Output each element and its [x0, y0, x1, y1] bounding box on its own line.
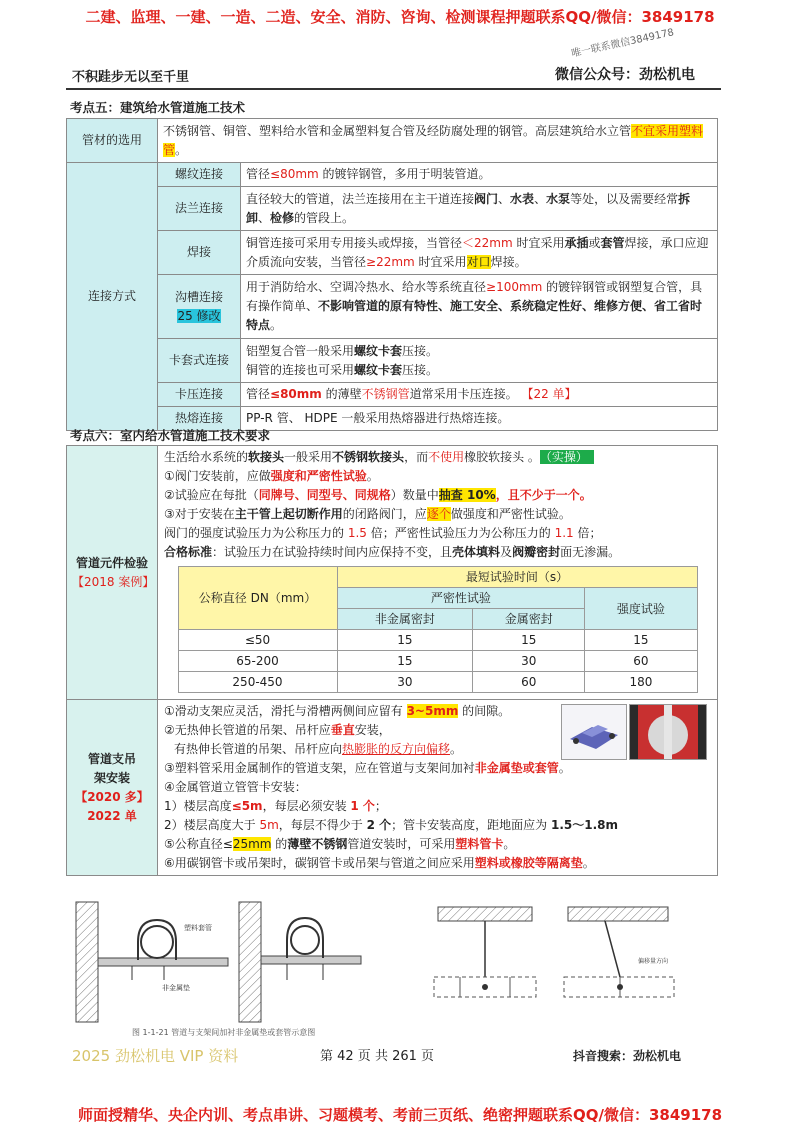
- bottom-banner: 师面授精华、央企内训、考点串讲、习题模考、考前三页纸、绝密押题联系QQ/微信：3849178: [77, 1106, 723, 1124]
- table-row: ≤50 15 15 15: [178, 630, 697, 651]
- material-label: 管材的选用: [67, 119, 158, 163]
- dn-header: 公称直径 DN（mm）: [178, 567, 337, 630]
- pipe-clamp-photo: [629, 704, 707, 760]
- watermark: 唯一联系微信3849178: [570, 27, 675, 60]
- top-banner: 二建、监理、一建、一造、二造、安全、消防、咨询、检测课程押题联系QQ/微信：3849178: [85, 8, 715, 26]
- fig2-label: 偏移量方向: [638, 958, 669, 965]
- material-text: 不锈钢管、铜管、塑料给水管和金属塑料复合管及经防腐处理的钢管。高层建筑给水立管不宜采用塑料管。: [158, 119, 718, 163]
- groove-label: 沟槽连接 25 修改: [158, 275, 241, 339]
- strength-header: 强度试验: [585, 588, 697, 630]
- footer-vip: 2025 劲松机电 VIP 资料: [72, 1047, 239, 1065]
- section5-title: 考点五：建筑给水管道施工技术: [70, 100, 246, 115]
- section6-title: 考点六：室内给水管道施工技术要求: [70, 428, 271, 443]
- fig1-label-pad: 非金属垫: [162, 984, 190, 992]
- support-diagram-2: [235, 900, 385, 1025]
- groove-tag: 25 修改: [177, 308, 221, 323]
- page-number: 第 42 页 共 261 页: [320, 1049, 435, 1064]
- table-row: 65-200 15 30 60: [178, 651, 697, 672]
- section5-table: [66, 118, 718, 431]
- metal-header: 金属密封: [473, 609, 585, 630]
- hanger-diagram-vertical: [430, 905, 540, 1025]
- support-label-cell: 管道支吊 架安装 【2020 多】 2022 单: [67, 700, 158, 876]
- hanger-diagram-offset: [560, 905, 680, 1025]
- groove-text: 用于消防给水、空调冷热水、给水等系统直径≥100mm 的镀锌钢管或钢塑复合管，具有操作简单、不影响管道的原有特性、施工安全、系统稳定性好、维修方便、省工省时特点。: [241, 275, 718, 339]
- footer-douyin: 抖音搜索：劲松机电: [573, 1049, 682, 1063]
- ferrule-label: 卡套式连接: [158, 339, 241, 383]
- flange-label: 法兰连接: [158, 187, 241, 231]
- fusion-text: PP-R 管、 HDPE 一般采用热熔器进行热熔连接。: [241, 407, 718, 431]
- sliding-support-photo: [561, 704, 627, 760]
- motto: 不积跬步无以至千里: [72, 70, 190, 85]
- tight-header: 严密性试验: [337, 588, 585, 609]
- screw-text: 管径≤80mm 的镀锌钢管，多用于明装管道。: [241, 163, 718, 187]
- table-row: 250-450 30 60 180: [178, 672, 697, 693]
- flange-text: 直径较大的管道，法兰连接用在主干道连接阀门、水表、水泵等处，以及需要经常拆卸、检修的管段上。: [241, 187, 718, 231]
- connection-label: 连接方式: [67, 163, 158, 431]
- screw-label: 螺纹连接: [158, 163, 241, 187]
- fig1-label-sleeve: 塑料套管: [184, 924, 212, 932]
- components-tag: 【2018 案例】: [72, 574, 155, 589]
- time-header: 最短试验时间（s）: [337, 567, 697, 588]
- fusion-label: 热熔连接: [158, 407, 241, 431]
- nonmetal-header: 非金属密封: [337, 609, 473, 630]
- press-text: 管径≤80mm 的薄壁不锈钢管道常采用卡压连接。 【22 单】: [241, 383, 718, 407]
- section6-table: [66, 445, 718, 876]
- press-label: 卡压连接: [158, 383, 241, 407]
- components-label-cell: 管道元件检验 【2018 案例】: [67, 446, 158, 700]
- figure-caption: 图 1-1-21 管道与支架间加衬非金属垫或套管示意图: [132, 1028, 316, 1037]
- components-content: 生活给水系统的软接头一般采用不锈钢软接头，而不使用橡胶软接头 。 （实操） ①阀门安装前，应做强度和严密性试验。 ②试验应在每批（同牌号、同型号、同规格）数量中抽查 10%，且不少于一个。 ③对于安装在主干管上起切断作用的闭路阀门，应逐个做强度和严密性试验。 阀门的强度试验压力为公称压力的 1.5 倍；严密性试验压力为公称压力的 1.1 倍； 合格标准：试验压力在试验持续时间内应保持不变，且壳体填料及阀瓣密封面无渗漏。 公称直径 DN（mm） 最短试验时间（s） 严密性试验 强度试验 非金属密封 金属密封 ≤50 15 15 15 65-200 15 30 60 250-450 30 60 180: [158, 446, 718, 700]
- support-content: ①滑动支架应灵活，滑托与滑槽两侧间应留有 3~5mm 的间隙。 ②无热伸长管道的吊架、吊杆应垂直安装， 有热伸长管道的吊架、吊杆应向热膨胀的反方向偏移。 ③塑料管采用金属制作的管道支架，应在管道与支架间加衬非金属垫或套管。 ④金属管道立管管卡安装： 1）楼层高度≤5m，每层必须安装 1 个； 2）楼层高度大于 5m，每层不得少于 2 个；管卡安装高度，距地面应为 1.5～1.8m ⑤公称直径≤25mm 的薄壁不锈钢管道安装时，可采用塑料管卡。 ⑥用碳钢管卡或吊架时，碳钢管卡或吊架与管道之间应采用塑料或橡胶等隔离垫。: [158, 700, 718, 876]
- weld-text: 铜管连接可采用专用接头或焊接，当管径＜22mm 时宜采用承插或套管焊接，承口应迎介质流向安装，当管径≥22mm 时宜采用对口焊接。: [241, 231, 718, 275]
- header-divider: [66, 88, 721, 90]
- practice-tag: （实操）: [540, 450, 594, 464]
- wechat-account: 微信公众号：劲松机电: [555, 67, 695, 83]
- ferrule-text: 铝塑复合管一般采用螺纹卡套压接。 铜管的连接也可采用螺纹卡套压接。: [241, 339, 718, 383]
- weld-label: 焊接: [158, 231, 241, 275]
- valve-test-table: [178, 566, 698, 693]
